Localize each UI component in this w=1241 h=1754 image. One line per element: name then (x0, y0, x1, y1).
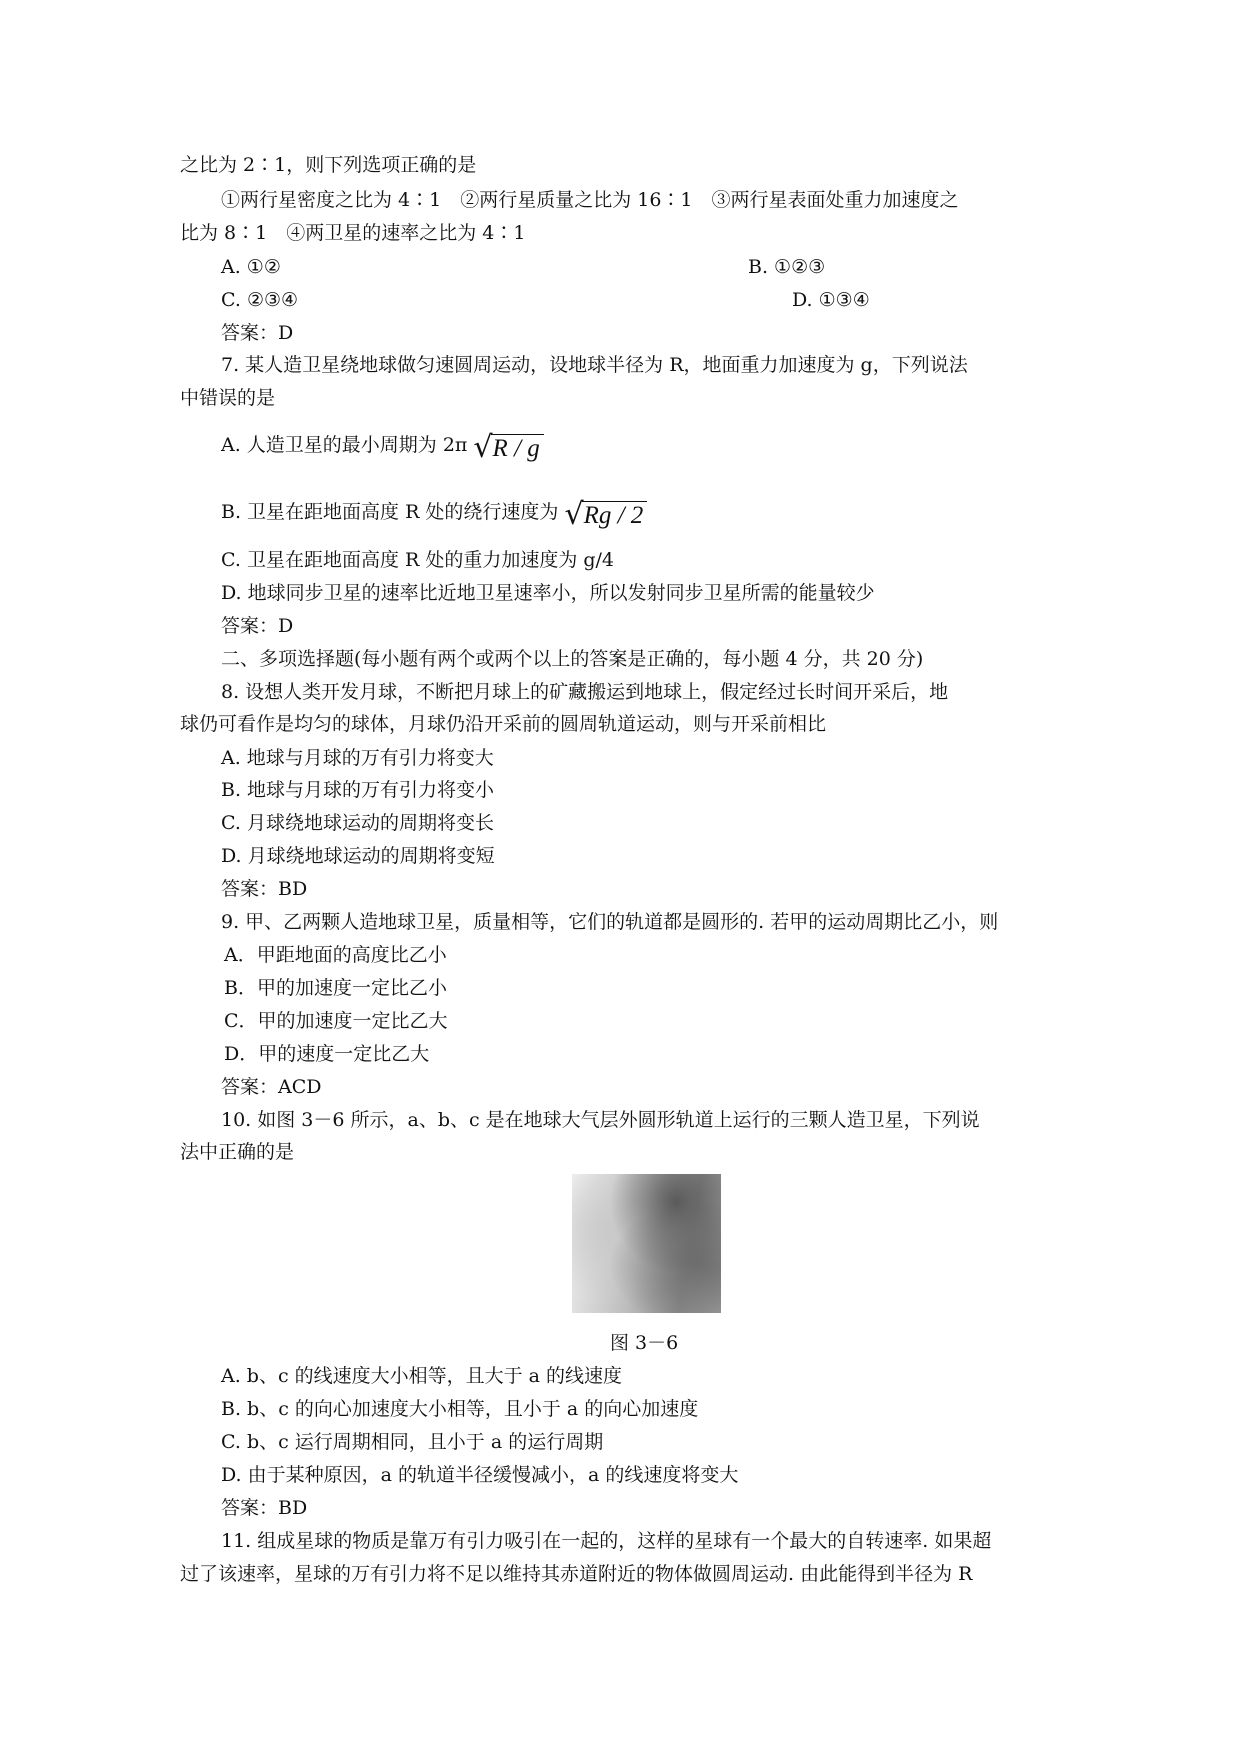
q6-stem-end: 之比为 2∶1，则下列选项正确的是 (180, 154, 477, 176)
q10-answer: 答案：BD (221, 1497, 308, 1519)
figure-3-6-image (572, 1174, 721, 1313)
q6-option-b: B. ①②③ (748, 256, 826, 278)
q10-option-c: C. b、c 运行周期相同，且小于 a 的运行周期 (221, 1431, 604, 1453)
sqrt-expression (564, 497, 647, 532)
radical-sign: √ (473, 430, 493, 465)
q7-option-b-text: B. 卫星在距地面高度 R 处的绕行速度为 (221, 501, 559, 523)
q6-answer: 答案：D (221, 322, 294, 344)
sqrt-radicand: R / g (491, 434, 544, 463)
q9-answer: 答案：ACD (221, 1076, 322, 1098)
q8-option-c: C. 月球绕地球运动的周期将变长 (221, 812, 494, 834)
q11-stem-line2: 过了该速率，星球的万有引力将不足以维持其赤道附近的物体做圆周运动. 由此能得到半径为 R (180, 1563, 973, 1585)
q11-stem-line1: 11. 组成星球的物质是靠万有引力吸引在一起的，这样的星球有一个最大的自转速率. 如果超 (221, 1530, 992, 1552)
q8-answer: 答案：BD (221, 878, 308, 900)
q7-answer: 答案：D (221, 615, 294, 637)
q9-stem: 9. 甲、乙两颗人造地球卫星，质量相等，它们的轨道都是圆形的. 若甲的运动周期比乙小，则 (221, 911, 999, 933)
section-heading-multiple-choice: 二、多项选择题(每小题有两个或两个以上的答案是正确的，每小题 4 分，共 20 分) (221, 648, 924, 670)
q8-stem-line1: 8. 设想人类开发月球，不断把月球上的矿藏搬运到地球上，假定经过长时间开采后，地 (221, 681, 949, 703)
q10-option-a: A. b、c 的线速度大小相等，且大于 a 的线速度 (221, 1365, 623, 1387)
sqrt-radicand: Rg / 2 (582, 501, 648, 530)
q9-option-b: B．甲的加速度一定比乙小 (224, 977, 447, 999)
q9-option-a: A．甲距地面的高度比乙小 (224, 944, 447, 966)
q10-stem-line2: 法中正确的是 (180, 1141, 295, 1163)
q8-option-b: B. 地球与月球的万有引力将变小 (221, 779, 495, 801)
q7-option-b (221, 497, 647, 532)
q6-statements-line2: 比为 8∶1 ④两卫星的速率之比为 4∶1 (180, 222, 526, 244)
q6-statements-line1: ①两行星密度之比为 4∶1 ②两行星质量之比为 16∶1 ③两行星表面处重力加速度之 (221, 189, 959, 211)
q7-option-c: C. 卫星在距地面高度 R 处的重力加速度为 g/4 (221, 549, 615, 571)
q10-option-b: B. b、c 的向心加速度大小相等，且小于 a 的向心加速度 (221, 1398, 699, 1420)
q10-stem-line1: 10. 如图 3－6 所示，a、b、c 是在地球大气层外圆形轨道上运行的三颗人造卫星，下列说 (221, 1109, 980, 1131)
sqrt-expression (473, 430, 543, 465)
q7-stem-line1: 7. 某人造卫星绕地球做匀速圆周运动，设地球半径为 R，地面重力加速度为 g，下列说法 (221, 354, 968, 376)
q7-stem-line2: 中错误的是 (180, 387, 276, 409)
q6-option-d: D. ①③④ (792, 289, 870, 311)
q8-stem-line2: 球仍可看作是均匀的球体，月球仍沿开采前的圆周轨道运动，则与开采前相比 (180, 713, 827, 735)
q10-option-d: D. 由于某种原因，a 的轨道半径缓慢减小，a 的线速度将变大 (221, 1464, 739, 1486)
q9-option-d: D．甲的速度一定比乙大 (224, 1043, 430, 1065)
q8-option-a: A. 地球与月球的万有引力将变大 (221, 747, 494, 769)
q7-option-d: D. 地球同步卫星的速率比近地卫星速率小，所以发射同步卫星所需的能量较少 (221, 582, 875, 604)
q6-option-a: A. ①② (221, 256, 281, 278)
q6-option-c: C. ②③④ (221, 289, 299, 311)
radical-sign: √ (564, 497, 584, 532)
figure-caption: 图 3－6 (610, 1332, 679, 1354)
q7-option-a (221, 430, 544, 465)
q8-option-d: D. 月球绕地球运动的周期将变短 (221, 845, 495, 867)
q7-option-a-text: A. 人造卫星的最小周期为 2π (221, 434, 468, 456)
q9-option-c: C．甲的加速度一定比乙大 (224, 1010, 448, 1032)
